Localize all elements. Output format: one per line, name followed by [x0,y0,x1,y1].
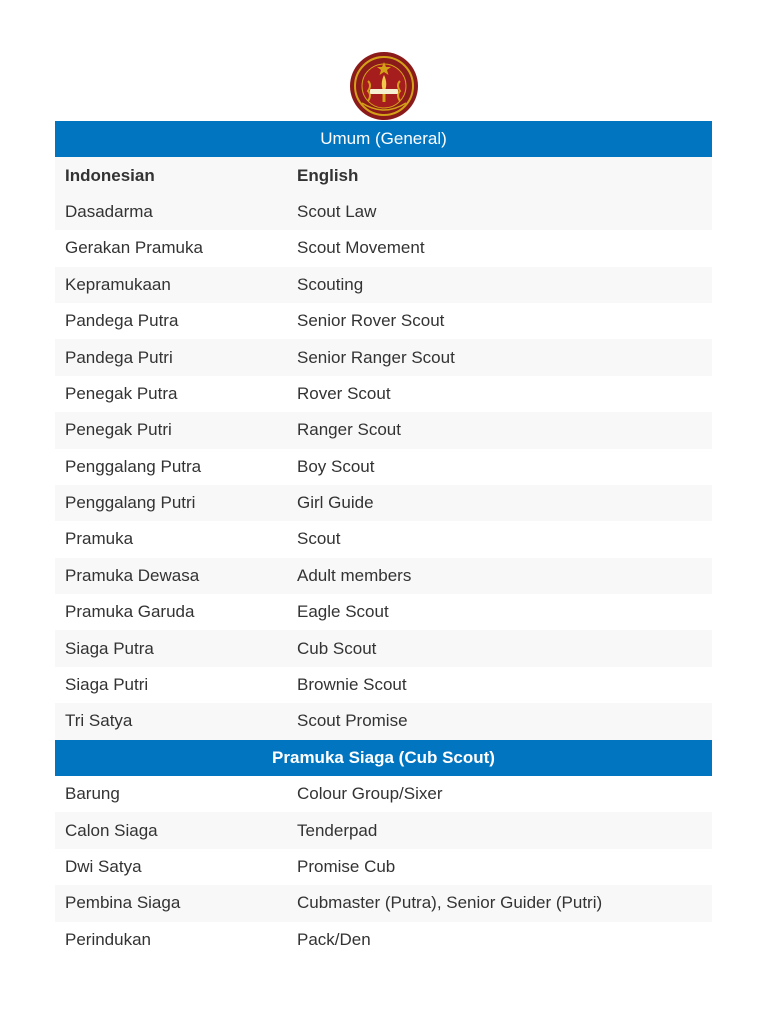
term-indonesian: Siaga Putri [55,667,287,703]
term-english: Scout Movement [287,230,712,266]
scout-glossary-table [55,121,712,958]
term-indonesian: Perindukan [55,922,287,958]
term-english: Cub Scout [287,630,712,666]
table-row [55,412,712,448]
term-indonesian: Gerakan Pramuka [55,230,287,266]
term-english: Colour Group/Sixer [287,776,712,812]
term-english: Senior Ranger Scout [287,339,712,375]
section-title: Pramuka Siaga (Cub Scout) [55,740,712,776]
term-indonesian: Pandega Putri [55,339,287,375]
term-english: Scout Promise [287,703,712,739]
table-row [55,630,712,666]
term-indonesian: Pandega Putra [55,303,287,339]
table-row [55,594,712,630]
table-row [55,812,712,848]
column-header-english: English [287,157,712,193]
table-row [55,267,712,303]
term-indonesian: Barung [55,776,287,812]
term-english: Scout Law [287,194,712,230]
term-english: Cubmaster (Putra), Senior Guider (Putri) [287,885,712,921]
term-indonesian: Penggalang Putra [55,449,287,485]
table-row [55,376,712,412]
table-row [55,703,712,739]
term-english: Senior Rover Scout [287,303,712,339]
term-english: Boy Scout [287,449,712,485]
table-row [55,230,712,266]
term-indonesian: Tri Satya [55,703,287,739]
term-indonesian: Penegak Putri [55,412,287,448]
table-row [55,449,712,485]
term-english: Promise Cub [287,849,712,885]
table-row [55,922,712,958]
term-indonesian: Dwi Satya [55,849,287,885]
term-english: Adult members [287,558,712,594]
section-header-row [55,740,712,776]
term-english: Brownie Scout [287,667,712,703]
term-indonesian: Calon Siaga [55,812,287,848]
term-english: Eagle Scout [287,594,712,630]
table-row [55,485,712,521]
table-row [55,339,712,375]
term-indonesian: Dasadarma [55,194,287,230]
pramuka-emblem-logo [348,51,420,121]
table-row [55,303,712,339]
term-english: Ranger Scout [287,412,712,448]
term-english: Scout [287,521,712,557]
table-row [55,558,712,594]
logo-container [0,51,768,121]
column-header-indonesian: Indonesian [55,157,287,193]
section-header-row [55,121,712,157]
column-header-row [55,157,712,193]
term-indonesian: Siaga Putra [55,630,287,666]
term-english: Rover Scout [287,376,712,412]
section-title: Umum (General) [55,121,712,157]
table-row [55,667,712,703]
table-row [55,521,712,557]
term-english: Pack/Den [287,922,712,958]
term-indonesian: Pembina Siaga [55,885,287,921]
table-row [55,194,712,230]
table-row [55,885,712,921]
term-indonesian: Pramuka Garuda [55,594,287,630]
term-indonesian: Pramuka [55,521,287,557]
term-indonesian: Kepramukaan [55,267,287,303]
term-indonesian: Pramuka Dewasa [55,558,287,594]
term-indonesian: Penegak Putra [55,376,287,412]
table-row [55,776,712,812]
term-indonesian: Penggalang Putri [55,485,287,521]
term-english: Tenderpad [287,812,712,848]
term-english: Girl Guide [287,485,712,521]
term-english: Scouting [287,267,712,303]
table-row [55,849,712,885]
